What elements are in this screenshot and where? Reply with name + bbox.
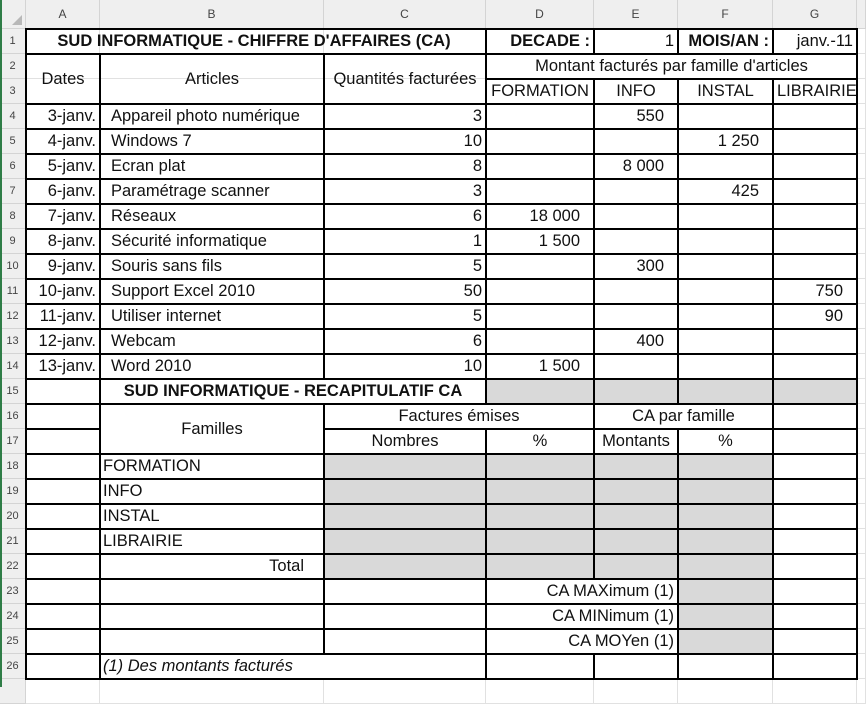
grid-cell[interactable] (857, 279, 866, 304)
row-header-17[interactable]: 17 (0, 429, 26, 454)
grid-cell[interactable] (26, 529, 100, 554)
mois-value[interactable]: janv.-11 (796, 32, 853, 50)
row-header-14[interactable]: 14 (0, 354, 26, 379)
grid-cell[interactable] (26, 679, 100, 704)
entry-article[interactable]: Paramétrage scanner (111, 182, 270, 200)
entry-amount-instal[interactable] (678, 279, 773, 304)
row-header-8[interactable]: 8 (0, 204, 26, 229)
select-all-corner[interactable] (0, 0, 26, 29)
grid-cell[interactable] (857, 479, 866, 504)
entry-amount-formation[interactable] (486, 279, 594, 304)
grid-cell[interactable] (594, 654, 678, 679)
header-montant-group[interactable]: Montant facturés par famille d'articles (535, 57, 808, 75)
entry-amount-librairie[interactable] (773, 129, 857, 154)
entry-quantity[interactable]: 5 (472, 307, 482, 325)
decade-label[interactable]: DECADE : (510, 32, 590, 50)
grid-cell[interactable] (26, 654, 100, 679)
footnote[interactable]: (1) Des montants facturés (103, 657, 293, 675)
grid-cell[interactable] (857, 404, 866, 429)
entry-quantity[interactable]: 10 (463, 357, 482, 375)
entry-article[interactable]: Word 2010 (111, 357, 192, 375)
grid-cell[interactable] (857, 79, 866, 104)
recap-nombres-header[interactable]: Nombres (371, 432, 439, 450)
grid-cell[interactable] (100, 679, 324, 704)
row-header-7[interactable]: 7 (0, 179, 26, 204)
ca-min-label[interactable]: CA MINimum (1) (552, 607, 674, 625)
grid-cell[interactable] (857, 129, 866, 154)
header-quantites[interactable]: Quantités facturées (333, 70, 477, 88)
entry-amount-librairie[interactable] (773, 179, 857, 204)
row-header-5[interactable]: 5 (0, 129, 26, 154)
row-header-26[interactable]: 26 (0, 654, 26, 679)
entry-article[interactable]: Appareil photo numérique (111, 107, 300, 125)
grid-cell[interactable] (857, 179, 866, 204)
entry-amount-info[interactable]: 550 (636, 107, 664, 125)
entry-amount-formation[interactable] (486, 154, 594, 179)
grid-cell[interactable] (678, 654, 773, 679)
entry-date[interactable]: 8-janv. (47, 232, 96, 250)
grid-cell[interactable] (100, 604, 324, 629)
grid-cell[interactable] (773, 429, 857, 454)
grid-cell[interactable] (773, 604, 857, 629)
grid-cell[interactable] (857, 354, 866, 379)
entry-amount-info[interactable] (594, 204, 678, 229)
entry-amount-formation[interactable] (486, 304, 594, 329)
grid-cell[interactable] (857, 529, 866, 554)
grid-cell[interactable] (857, 679, 866, 704)
grid-cell[interactable] (678, 679, 773, 704)
recap-factures-header[interactable]: Factures émises (398, 407, 520, 425)
grid-cell[interactable] (857, 629, 866, 654)
entry-amount-instal[interactable] (678, 229, 773, 254)
grid-cell[interactable] (26, 554, 100, 579)
row-header-1[interactable]: 1 (0, 29, 26, 54)
recap-family-info[interactable]: INFO (103, 482, 143, 500)
entry-amount-formation[interactable] (486, 104, 594, 129)
entry-quantity[interactable]: 3 (472, 107, 482, 125)
entry-article[interactable]: Webcam (111, 332, 176, 350)
border-line (25, 603, 858, 605)
recap-ca-famille-header[interactable]: CA par famille (632, 407, 735, 425)
entry-amount-formation[interactable]: 1 500 (538, 232, 580, 250)
entry-amount-formation[interactable] (486, 329, 594, 354)
column-header-e[interactable]: E (594, 0, 678, 29)
entry-amount-info[interactable]: 400 (636, 332, 664, 350)
grid-cell[interactable] (594, 679, 678, 704)
grid-cell[interactable] (100, 579, 324, 604)
entry-article[interactable]: Utiliser internet (111, 307, 222, 325)
row-header-12[interactable]: 12 (0, 304, 26, 329)
row-header-22[interactable]: 22 (0, 554, 26, 579)
grid-cell[interactable] (100, 629, 324, 654)
mois-label[interactable]: MOIS/AN : (688, 32, 769, 50)
recap-familles-header[interactable]: Familles (181, 420, 243, 438)
row-header-3[interactable]: 3 (0, 79, 26, 104)
grid-cell[interactable] (773, 679, 857, 704)
entry-amount-librairie[interactable] (773, 329, 857, 354)
column-header-f[interactable]: F (678, 0, 773, 29)
column-header-b[interactable]: B (100, 0, 324, 29)
entry-amount-instal[interactable] (678, 254, 773, 279)
row-header-23[interactable]: 23 (0, 579, 26, 604)
border-line (25, 628, 858, 630)
entry-quantity[interactable]: 6 (472, 332, 482, 350)
grid-cell[interactable] (773, 579, 857, 604)
grid-cell[interactable] (773, 454, 857, 479)
grid-cell[interactable] (324, 629, 486, 654)
entry-article[interactable]: Support Excel 2010 (111, 282, 256, 300)
entry-amount-info[interactable] (594, 304, 678, 329)
recap-pct2-header[interactable]: % (718, 432, 733, 450)
entry-amount-formation[interactable] (486, 254, 594, 279)
entry-amount-formation[interactable]: 1 500 (538, 357, 580, 375)
row-header-20[interactable]: 20 (0, 504, 26, 529)
header-articles[interactable]: Articles (184, 70, 240, 88)
grid-cell[interactable] (857, 304, 866, 329)
header-family-info[interactable]: INFO (616, 82, 656, 100)
entry-amount-librairie[interactable] (773, 229, 857, 254)
row-header-15[interactable]: 15 (0, 379, 26, 404)
recap-pct-header[interactable]: % (532, 432, 548, 450)
recap-title[interactable]: SUD INFORMATIQUE - RECAPITULATIF CA (123, 382, 463, 400)
grid-cell[interactable] (26, 479, 100, 504)
entry-amount-librairie[interactable] (773, 204, 857, 229)
row-header-18[interactable]: 18 (0, 454, 26, 479)
entry-date[interactable]: 3-janv. (47, 107, 96, 125)
grid-cell[interactable] (26, 404, 100, 429)
row-header-24[interactable]: 24 (0, 604, 26, 629)
grid-cell[interactable] (857, 654, 866, 679)
sheet-title[interactable]: SUD INFORMATIQUE - CHIFFRE D'AFFAIRES (CA) (57, 32, 451, 50)
entry-amount-librairie[interactable] (773, 104, 857, 129)
entry-quantity[interactable]: 6 (472, 207, 482, 225)
entry-date[interactable]: 10-janv. (38, 282, 96, 300)
entry-date[interactable]: 11-janv. (39, 307, 96, 325)
entry-date[interactable]: 13-janv. (38, 357, 96, 375)
entry-date[interactable]: 7-janv. (47, 207, 96, 225)
entry-amount-librairie[interactable] (773, 254, 857, 279)
grid-cell[interactable] (324, 579, 486, 604)
entry-amount-instal[interactable]: 425 (731, 182, 759, 200)
entry-amount-instal[interactable] (678, 304, 773, 329)
entry-article[interactable]: Réseaux (111, 207, 177, 225)
row-header-2[interactable]: 2 (0, 54, 26, 79)
row-header-10[interactable]: 10 (0, 254, 26, 279)
grid-cell[interactable] (857, 104, 866, 129)
entry-quantity[interactable]: 5 (472, 257, 482, 275)
grid-cell[interactable] (857, 29, 866, 54)
entry-amount-info[interactable] (594, 354, 678, 379)
entry-quantity[interactable]: 1 (472, 232, 482, 250)
grid-cell[interactable] (857, 329, 866, 354)
header-family-instal[interactable]: INSTAL (697, 82, 754, 100)
grid-cell[interactable] (857, 379, 866, 404)
grid-cell[interactable] (26, 504, 100, 529)
row-header-21[interactable]: 21 (0, 529, 26, 554)
grid-cell[interactable] (857, 604, 866, 629)
entry-amount-instal[interactable] (678, 204, 773, 229)
grid-cell[interactable] (857, 229, 866, 254)
grid-cell[interactable] (857, 204, 866, 229)
recap-montants-header[interactable]: Montants (602, 432, 670, 450)
entry-amount-librairie[interactable]: 90 (824, 307, 843, 325)
column-header-c[interactable]: C (324, 0, 486, 29)
entry-quantity[interactable]: 8 (472, 157, 482, 175)
entry-amount-info[interactable] (594, 129, 678, 154)
entry-article[interactable]: Sécurité informatique (111, 232, 267, 250)
entry-amount-formation[interactable]: 18 000 (529, 207, 580, 225)
recap-family-formation[interactable]: FORMATION (103, 457, 201, 475)
entry-amount-instal[interactable]: 1 250 (717, 132, 759, 150)
grid-cell[interactable] (324, 679, 486, 704)
grid-cell[interactable] (857, 454, 866, 479)
row-header-6[interactable]: 6 (0, 154, 26, 179)
grid-cell[interactable] (26, 579, 100, 604)
grid-cell[interactable] (857, 429, 866, 454)
grid-cell[interactable] (857, 154, 866, 179)
recap-family-librairie[interactable]: LIBRAIRIE (103, 532, 183, 550)
header-family-librairie[interactable]: LIBRAIRIE (777, 82, 857, 100)
header-family-formation[interactable]: FORMATION (491, 82, 589, 100)
recap-total-label[interactable]: Total (269, 557, 304, 575)
grid-cell[interactable] (857, 54, 866, 79)
entry-amount-formation[interactable] (486, 129, 594, 154)
entry-amount-instal[interactable] (678, 154, 773, 179)
grid-cell[interactable] (857, 504, 866, 529)
border-line (856, 378, 858, 679)
grid-cell[interactable] (773, 479, 857, 504)
corner-triangle-icon (12, 15, 22, 25)
decade-value[interactable]: 1 (664, 32, 674, 50)
input-fill-cell[interactable] (324, 454, 773, 579)
entry-amount-formation[interactable] (486, 179, 594, 204)
row-header-extra[interactable] (0, 679, 26, 704)
row-header-16[interactable]: 16 (0, 404, 26, 429)
row-header-4[interactable]: 4 (0, 104, 26, 129)
grid-cell[interactable] (26, 604, 100, 629)
grid-cell[interactable] (857, 579, 866, 604)
grid-cell[interactable] (486, 654, 594, 679)
row-header-13[interactable]: 13 (0, 329, 26, 354)
entry-amount-librairie[interactable] (773, 354, 857, 379)
grid-cell[interactable] (324, 604, 486, 629)
input-fill-cell[interactable] (486, 379, 857, 404)
entry-date[interactable]: 5-janv. (47, 157, 96, 175)
grid-cell[interactable] (26, 379, 100, 404)
column-header-extra[interactable] (857, 0, 866, 29)
column-header-a[interactable]: A (26, 0, 100, 29)
grid-cell[interactable] (773, 554, 857, 579)
column-header-g[interactable]: G (773, 0, 857, 29)
grid-cell[interactable] (857, 554, 866, 579)
entry-article[interactable]: Windows 7 (111, 132, 192, 150)
grid-cell[interactable] (773, 504, 857, 529)
entry-amount-librairie[interactable]: 750 (815, 282, 843, 300)
row-header-11[interactable]: 11 (0, 279, 26, 304)
entry-amount-instal[interactable] (678, 104, 773, 129)
grid-cell[interactable] (486, 679, 594, 704)
entry-quantity[interactable]: 10 (463, 132, 482, 150)
grid-cell[interactable] (773, 404, 857, 429)
entry-quantity[interactable]: 50 (463, 282, 482, 300)
entry-amount-instal[interactable] (678, 354, 773, 379)
grid-cell[interactable] (26, 429, 100, 454)
entry-amount-info[interactable]: 300 (636, 257, 664, 275)
entry-date[interactable]: 12-janv. (38, 332, 96, 350)
entry-article[interactable]: Ecran plat (111, 157, 186, 175)
entry-amount-instal[interactable] (678, 329, 773, 354)
row-header-19[interactable]: 19 (0, 479, 26, 504)
row-header-9[interactable]: 9 (0, 229, 26, 254)
entry-amount-info[interactable] (594, 279, 678, 304)
entry-amount-info[interactable]: 8 000 (622, 157, 664, 175)
entry-date[interactable]: 9-janv. (47, 257, 96, 275)
entry-date[interactable]: 6-janv. (47, 182, 96, 200)
entry-article[interactable]: Souris sans fils (111, 257, 222, 275)
row-header-25[interactable]: 25 (0, 629, 26, 654)
grid-cell[interactable] (773, 629, 857, 654)
grid-cell[interactable] (26, 629, 100, 654)
ca-moy-label[interactable]: CA MOYen (1) (568, 632, 674, 650)
grid-cell[interactable] (857, 254, 866, 279)
grid-cell[interactable] (26, 454, 100, 479)
entry-amount-info[interactable] (594, 179, 678, 204)
recap-family-instal[interactable]: INSTAL (103, 507, 160, 525)
grid-cell[interactable] (773, 654, 857, 679)
entry-amount-librairie[interactable] (773, 154, 857, 179)
entry-amount-info[interactable] (594, 229, 678, 254)
ca-max-label[interactable]: CA MAXimum (1) (546, 582, 674, 600)
grid-cell[interactable] (773, 529, 857, 554)
header-dates[interactable]: Dates (41, 70, 85, 88)
entry-quantity[interactable]: 3 (472, 182, 482, 200)
input-fill-cell[interactable] (678, 579, 773, 654)
border-line (25, 378, 27, 679)
window-edge (0, 0, 2, 687)
column-header-d[interactable]: D (486, 0, 594, 29)
entry-date[interactable]: 4-janv. (47, 132, 96, 150)
